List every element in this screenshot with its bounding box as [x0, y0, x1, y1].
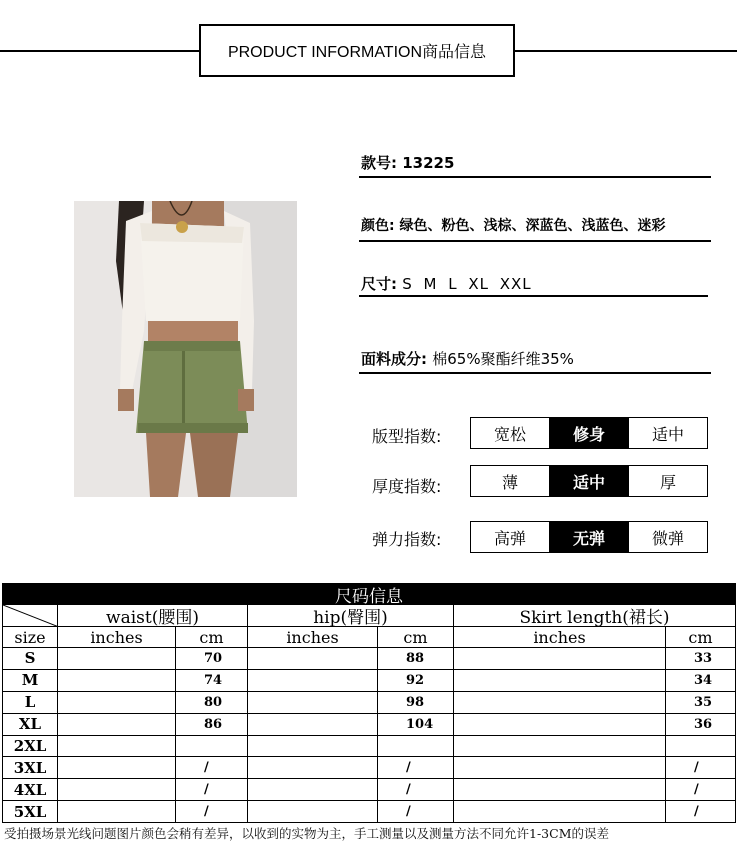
- stretch-option-slight: 微弹: [628, 522, 707, 552]
- hip-cm-cell: 88: [378, 648, 454, 670]
- length-cm-cell: /: [666, 757, 736, 779]
- style-number: [361, 152, 454, 173]
- waist-header: waist(腰围): [58, 605, 248, 627]
- length-inches-cell: [454, 714, 666, 736]
- fit-index-scale: [470, 417, 708, 449]
- length-cm-cell: 36: [666, 714, 736, 736]
- length-inches-cell: [454, 670, 666, 692]
- hip-header: hip(臀围): [248, 605, 454, 627]
- size-cell: 3XL: [2, 757, 58, 779]
- waist-inches-cell: [58, 648, 176, 670]
- unit-header: cm: [378, 627, 454, 648]
- thickness-option-medium: 适中: [549, 466, 628, 496]
- hip-cm-cell: /: [378, 757, 454, 779]
- waist-inches-cell: [58, 670, 176, 692]
- stretch-index-label: 弹力指数:: [372, 530, 442, 549]
- product-photo: [74, 201, 297, 497]
- hip-inches-cell: [248, 692, 378, 714]
- style-number-label: 款号:: [361, 154, 397, 172]
- disclaimer-note: 受拍摄场景光线问题图片颜色会稍有差异，以收到的实物为主，手工测量以及测量方法不同允许1-3CM的误差: [4, 826, 609, 841]
- hip-cm-cell: /: [378, 801, 454, 823]
- skirt-length-header: Skirt length(裙长): [454, 605, 736, 627]
- stretch-index-scale: [470, 521, 708, 553]
- waist-inches-cell: [58, 801, 176, 823]
- info-divider: [359, 372, 711, 374]
- size-cell: XL: [2, 714, 58, 736]
- sizes: [361, 273, 532, 294]
- unit-header: inches: [454, 627, 666, 648]
- unit-header: cm: [176, 627, 248, 648]
- hip-cm-cell: 92: [378, 670, 454, 692]
- hip-inches-cell: [248, 801, 378, 823]
- length-cm-cell: /: [666, 779, 736, 801]
- colors: [361, 215, 665, 235]
- waist-inches-cell: [58, 692, 176, 714]
- size-chart-grid: [2, 605, 736, 823]
- sizes-value: S M L XL XXL: [402, 275, 532, 293]
- waist-cm-cell: [176, 736, 248, 758]
- waist-inches-cell: [58, 736, 176, 758]
- style-number-value: 13225: [402, 154, 455, 172]
- unit-header: inches: [248, 627, 378, 648]
- size-chart-title: 尺码信息: [2, 583, 736, 605]
- thickness-option-thin: 薄: [501, 472, 518, 492]
- length-cm-cell: /: [666, 801, 736, 823]
- fit-option-slim: 修身: [549, 418, 628, 448]
- size-cell: 4XL: [2, 779, 58, 801]
- sizes-label: 尺寸:: [361, 275, 397, 293]
- stretch-option-high: 高弹: [493, 528, 526, 548]
- length-inches-cell: [454, 801, 666, 823]
- fit-option-regular: 适中: [628, 418, 707, 448]
- length-inches-cell: [454, 692, 666, 714]
- waist-cm-cell: 70: [176, 648, 248, 670]
- info-divider: [359, 295, 708, 297]
- header-rule-right: [515, 50, 737, 52]
- hip-cm-cell: /: [378, 779, 454, 801]
- page-title: PRODUCT INFORMATION商品信息: [199, 24, 515, 77]
- length-cm-cell: 33: [666, 648, 736, 670]
- waist-cm-cell: /: [176, 779, 248, 801]
- hip-inches-cell: [248, 757, 378, 779]
- hip-inches-cell: [248, 779, 378, 801]
- length-inches-cell: [454, 648, 666, 670]
- corner-diagonal: [3, 605, 59, 627]
- size-cell: L: [2, 692, 58, 714]
- length-cm-cell: 35: [666, 692, 736, 714]
- info-divider: [359, 176, 711, 178]
- hip-inches-cell: [248, 670, 378, 692]
- size-column-header: size: [2, 627, 58, 648]
- table-corner-cell: [2, 605, 58, 627]
- colors-value: 绿色、粉色、浅棕、深蓝色、浅蓝色、迷彩: [399, 218, 666, 234]
- header-rule-left: [0, 50, 199, 52]
- hip-inches-cell: [248, 648, 378, 670]
- hip-cm-cell: [378, 736, 454, 758]
- waist-cm-cell: /: [176, 757, 248, 779]
- waist-inches-cell: [58, 779, 176, 801]
- info-divider: [359, 240, 711, 242]
- thickness-index-scale: [470, 465, 708, 497]
- thickness-option-thick: 厚: [628, 466, 707, 496]
- fabric: [361, 348, 574, 369]
- waist-cm-cell: 74: [176, 670, 248, 692]
- waist-inches-cell: [58, 757, 176, 779]
- colors-label: 颜色:: [361, 218, 395, 234]
- size-cell: M: [2, 670, 58, 692]
- fabric-label: 面料成分:: [361, 350, 427, 368]
- waist-cm-cell: 86: [176, 714, 248, 736]
- fit-option-loose: 宽松: [493, 424, 526, 444]
- waist-inches-cell: [58, 714, 176, 736]
- hip-cm-cell: 104: [378, 714, 454, 736]
- thickness-index-label: 厚度指数:: [372, 477, 442, 496]
- size-cell: 5XL: [2, 801, 58, 823]
- waist-cm-cell: /: [176, 801, 248, 823]
- stretch-option-none: 无弹: [549, 522, 628, 552]
- hip-inches-cell: [248, 736, 378, 758]
- fit-index-label: 版型指数:: [372, 427, 442, 446]
- length-inches-cell: [454, 779, 666, 801]
- length-inches-cell: [454, 736, 666, 758]
- size-cell: 2XL: [2, 736, 58, 758]
- unit-header: cm: [666, 627, 736, 648]
- unit-header: inches: [58, 627, 176, 648]
- waist-cm-cell: 80: [176, 692, 248, 714]
- length-inches-cell: [454, 757, 666, 779]
- fabric-value: 棉65%聚酯纤维35%: [432, 350, 574, 368]
- size-chart: [2, 583, 736, 823]
- hip-cm-cell: 98: [378, 692, 454, 714]
- hip-inches-cell: [248, 714, 378, 736]
- length-cm-cell: [666, 736, 736, 758]
- size-cell: S: [2, 648, 58, 670]
- length-cm-cell: 34: [666, 670, 736, 692]
